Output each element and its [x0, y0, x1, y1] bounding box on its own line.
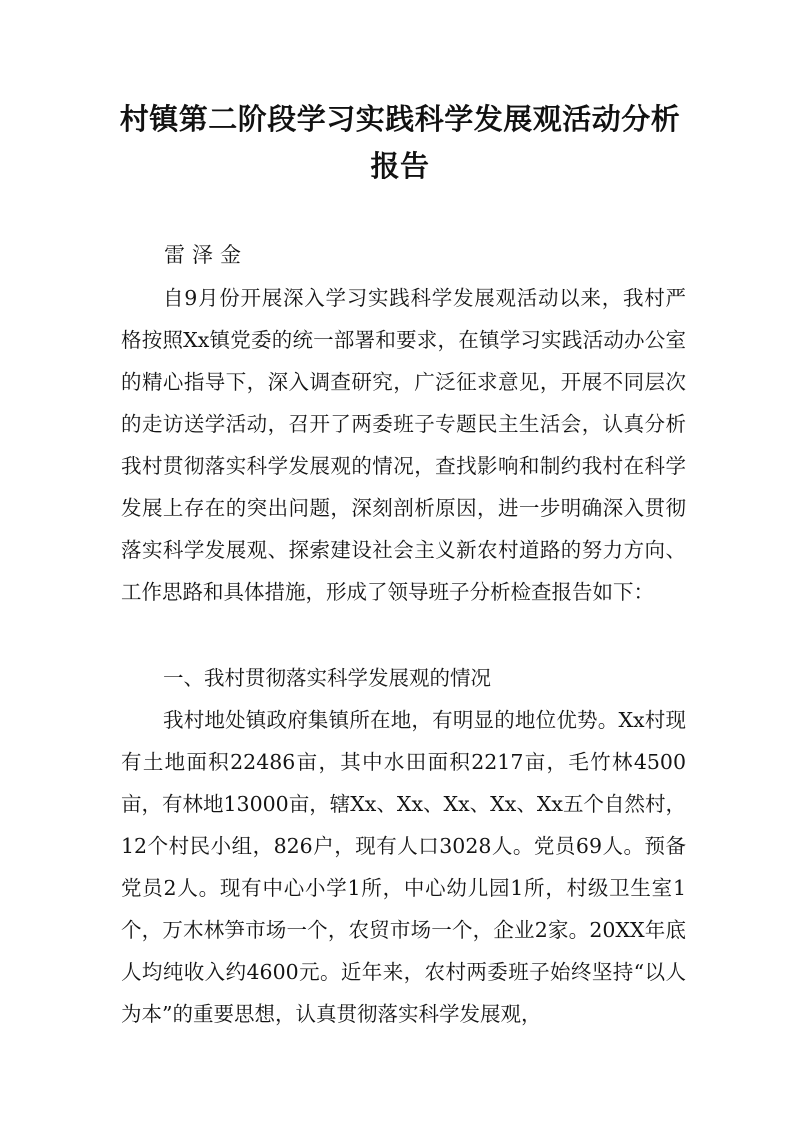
section-heading: 一、我村贯彻落实科学发展观的情况	[163, 666, 491, 690]
author-name: 雷泽金	[164, 243, 248, 267]
paragraph-intro: 自9月份开展深入学习实践科学发展观活动以来，我村严格按照Xx镇党委的统一部署和要求，在镇学习实践活动办公室的精心指导下，深入调查研究，广泛征求意见，开展不同层次的走访送学活动，召开了两委班子专题民主生活会，认真分析我村贯彻落实科学发展观的情况，查找影响和制约我村在科学发展上存在的突出问题，深刻剖析原因，进一步明确深入贯彻落实科学发展观、探索建设社会主义新农村道路的努力方向、工作思路和具体措施，形成了领导班子分析检查报告如下：	[121, 286, 686, 604]
paragraph-village-overview: 我村地处镇政府集镇所在地，有明显的地位优势。Xx村现有土地面积22486亩，其中水田面积2217亩，毛竹林4500亩，有林地13000亩，辖Xx、Xx、Xx、Xx、Xx五个自然村，12个村民小组，826户，现有人口3028人。党员69人。预备党员2人。现有中心小学1所，中心幼儿园1所，村级卫生室1个，万木林笋市场一个，农贸市场一个，企业2家。20XX年底人均纯收入约4600元。近年来，农村两委班子始终坚持“以人为本”的重要思想，认真贯彻落实科学发展观，	[121, 708, 686, 1026]
document-title: 村镇第二阶段学习实践科学发展观活动分析报告	[119, 102, 681, 183]
